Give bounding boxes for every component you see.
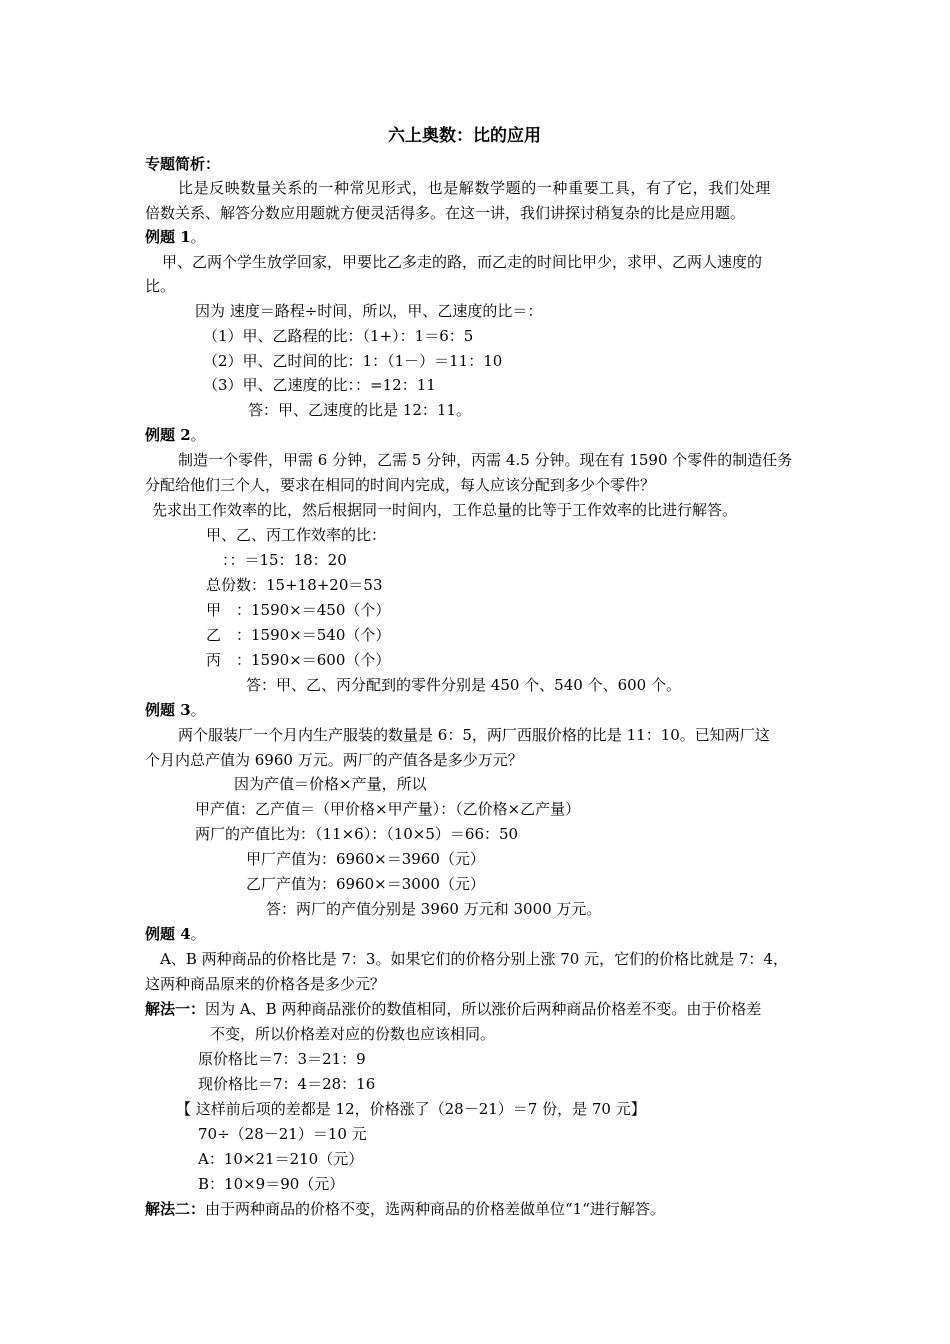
method-1-step-2: 现价格比＝7：4＝28：16 (198, 1075, 376, 1093)
example-1-label-tail: 。 (190, 228, 206, 246)
example-1-question-line-1: 甲、乙两个学生放学回家，甲要比乙多走的路，而乙走的时间比甲少，求甲、乙两人速度的 (162, 253, 763, 271)
example-3-question-line-2: 个月内总产值为 6960 万元。两厂的产值各是多少万元？ (145, 751, 523, 769)
example-3-step-4: 甲厂产值为：6960×＝3960（元） (246, 850, 485, 868)
example-2-label: 例题 2 (145, 426, 191, 444)
example-2-hint: 先求出工作效率的比，然后根据同一时间内，工作总量的比等于工作效率的比进行解答。 (152, 501, 738, 519)
example-3-step-5: 乙厂产值为：6960×＝3000（元） (246, 875, 485, 893)
example-2-question-line-2: 分配给他们三个人，要求在相同的时间内完成，每人应该分配到多少个零件？ (145, 476, 656, 494)
method-2-label: 解法二： (145, 1200, 206, 1218)
method-1-step-6: B：10×9＝90（元） (198, 1175, 345, 1193)
example-1-step-1: （1）甲、乙路程的比：（1+）：1＝6：5 (203, 327, 474, 345)
example-3-step-3: 两厂的产值比为：（11×6）：（10×5）＝66：50 (195, 825, 519, 843)
example-3-heading (145, 700, 206, 720)
example-2-step-1: 甲、乙、丙工作效率的比： (206, 526, 387, 544)
example-3-step-1: 因为产值＝价格×产量，所以 (234, 775, 427, 793)
example-3-question-line-1: 两个服装厂一个月内生产服装的数量是 6：5，两厂西服价格的比是 11：10。已知两厂这 (178, 726, 770, 744)
example-1-heading (145, 227, 206, 247)
intro-line-1: 比是反映数量关系的一种常见形式，也是解数学题的一种重要工具，有了它，我们处理 (178, 179, 771, 197)
example-1-step-3: （3）甲、乙速度的比：：=12：11 (203, 376, 436, 394)
example-2-step-5: 乙 ：1590×＝540（个） (206, 626, 391, 644)
example-2-label-tail: 。 (190, 426, 206, 444)
method-1-line-2: 不变，所以价格差对应的份数也应该相同。 (210, 1025, 496, 1043)
example-1-label: 例题 1 (145, 228, 191, 246)
example-3-answer: 答：两厂的产值分别是 3960 万元和 3000 万元。 (266, 900, 602, 918)
document-title: 六上奥数：比的应用 (388, 126, 541, 146)
example-2-step-4: 甲 ：1590×＝450（个） (206, 601, 391, 619)
method-1-line-1 (145, 999, 761, 1019)
example-1-step-2: （2）甲、乙时间的比：1：（1－）＝11：10 (203, 352, 503, 370)
method-2-text-1: 由于两种商品的价格不变，选两种商品的价格差做单位“1“进行解答。 (205, 1200, 665, 1218)
example-4-label: 例题 4 (145, 925, 191, 943)
example-4-heading (145, 924, 206, 944)
overview-label: 专题简析： (145, 155, 221, 173)
example-2-question-line-1: 制造一个零件，甲需 6 分钟，乙需 5 分钟，丙需 4.5 分钟。现在有 1590 个零件的制造任务 (178, 451, 793, 469)
example-2-answer: 答：甲、乙、丙分配到的零件分别是 450 个、540 个、600 个。 (246, 676, 681, 694)
example-4-question-line-2: 这两种商品原来的价格各是多少元？ (145, 975, 386, 993)
method-1-step-5: A：10×21＝210（元） (198, 1150, 364, 1168)
method-1-step-1: 原价格比＝7：3＝21：9 (198, 1050, 366, 1068)
example-2-step-3: 总份数：15+18+20＝53 (206, 576, 383, 594)
example-4-question-line-1: A、B 两种商品的价格比是 7：3。如果它们的价格分别上涨 70 元，它们的价格比就是 7：4， (160, 950, 788, 968)
example-4-label-tail: 。 (190, 925, 206, 943)
example-1-answer: 答：甲、乙速度的比是 12：11。 (248, 401, 471, 419)
method-1-step-4: 70÷（28－21）＝10 元 (198, 1125, 367, 1143)
example-2-step-6: 丙 ：1590×＝600（个） (206, 651, 391, 669)
example-1-question-line-2: 比。 (145, 277, 176, 295)
example-2-heading (145, 425, 206, 445)
method-1-step-3: 【 这样前后项的差都是 12，价格涨了（28－21）＝7 份，是 70 元】 (176, 1100, 646, 1118)
method-1-text-1: 因为 A、B 两种商品涨价的数值相同，所以涨价后两种商品价格差不变。由于价格差 (205, 1000, 762, 1018)
example-3-label-tail: 。 (190, 701, 206, 719)
example-2-step-2: ：：＝15：18：20 (222, 551, 347, 569)
example-1-solution-intro: 因为 速度＝路程÷时间，所以，甲、乙速度的比＝： (195, 302, 543, 320)
method-1-label: 解法一： (145, 1000, 206, 1018)
method-2-line-1 (145, 1199, 665, 1219)
intro-line-2: 倍数关系、解答分数应用题就方便灵活得多。在这一讲，我们讲探讨稍复杂的比是应用题。 (145, 204, 746, 222)
example-3-step-2: 甲产值：乙产值＝（甲价格×甲产量）：（乙价格×乙产量） (195, 800, 581, 818)
example-3-label: 例题 3 (145, 701, 191, 719)
